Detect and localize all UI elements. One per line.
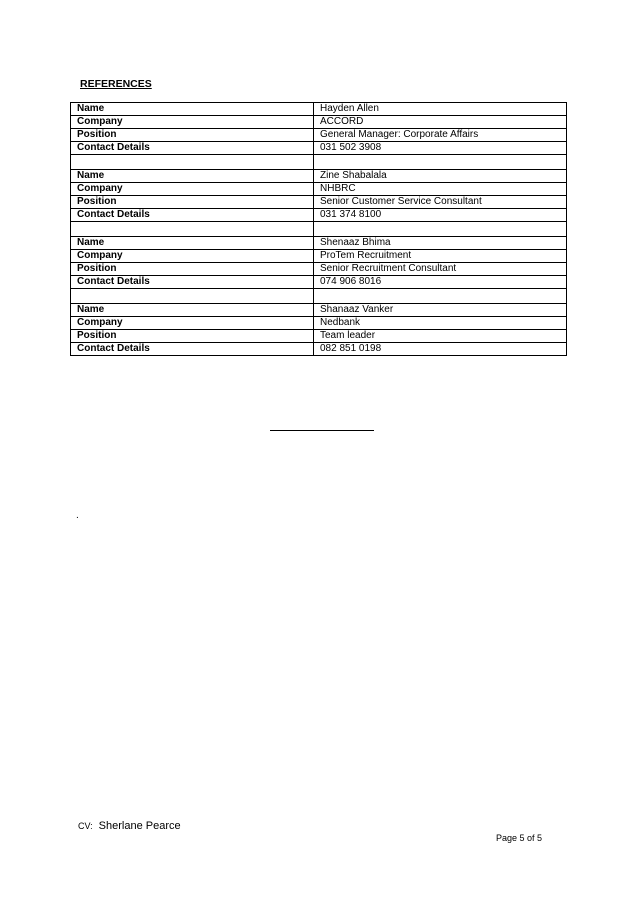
reference-position: Senior Recruitment Consultant [314,263,567,276]
reference-contact: 031 374 8100 [314,209,567,222]
reference-name: Zine Shabalala [314,170,567,183]
company-label: Company [71,183,314,196]
reference-name: Shenaaz Bhima [314,237,567,250]
name-label: Name [71,103,314,116]
table-row [71,343,567,356]
page-number: Page 5 of 5 [496,833,543,843]
references-heading: REFERENCES [80,78,152,90]
spacer-row [71,222,567,237]
table-row [71,196,567,209]
footer-cv-name: Sherlane Pearce [98,820,181,832]
reference-position: Team leader [314,330,567,343]
company-label: Company [71,317,314,330]
table-row [71,170,567,183]
footer-cv-prefix: CV: [78,821,93,831]
contact-label: Contact Details [71,343,314,356]
table-row [71,116,567,129]
position-label: Position [71,196,314,209]
reference-contact: 074 906 8016 [314,276,567,289]
reference-company: ProTem Recruitment [314,250,567,263]
name-label: Name [71,304,314,317]
table-row [71,330,567,343]
reference-name: Hayden Allen [314,103,567,116]
position-label: Position [71,129,314,142]
reference-contact: 082 851 0198 [314,343,567,356]
references-table [70,102,567,356]
table-row [71,142,567,155]
reference-name: Shanaaz Vanker [314,304,567,317]
spacer-row [71,155,567,170]
table-row [71,183,567,196]
reference-company: ACCORD [314,116,567,129]
contact-label: Contact Details [71,276,314,289]
footer-cv [78,820,181,832]
contact-label: Contact Details [71,142,314,155]
table-row [71,250,567,263]
table-row [71,209,567,222]
name-label: Name [71,237,314,250]
reference-position: General Manager: Corporate Affairs [314,129,567,142]
table-row [71,276,567,289]
reference-position: Senior Customer Service Consultant [314,196,567,209]
table-row [71,103,567,116]
reference-company: Nedbank [314,317,567,330]
table-row [71,129,567,142]
stray-mark: . [76,510,79,521]
spacer-row [71,289,567,304]
company-label: Company [71,116,314,129]
signature-line [270,430,374,431]
company-label: Company [71,250,314,263]
reference-contact: 031 502 3908 [314,142,567,155]
table-row [71,263,567,276]
contact-label: Contact Details [71,209,314,222]
position-label: Position [71,330,314,343]
table-row [71,304,567,317]
table-row [71,237,567,250]
table-row [71,317,567,330]
reference-company: NHBRC [314,183,567,196]
name-label: Name [71,170,314,183]
position-label: Position [71,263,314,276]
